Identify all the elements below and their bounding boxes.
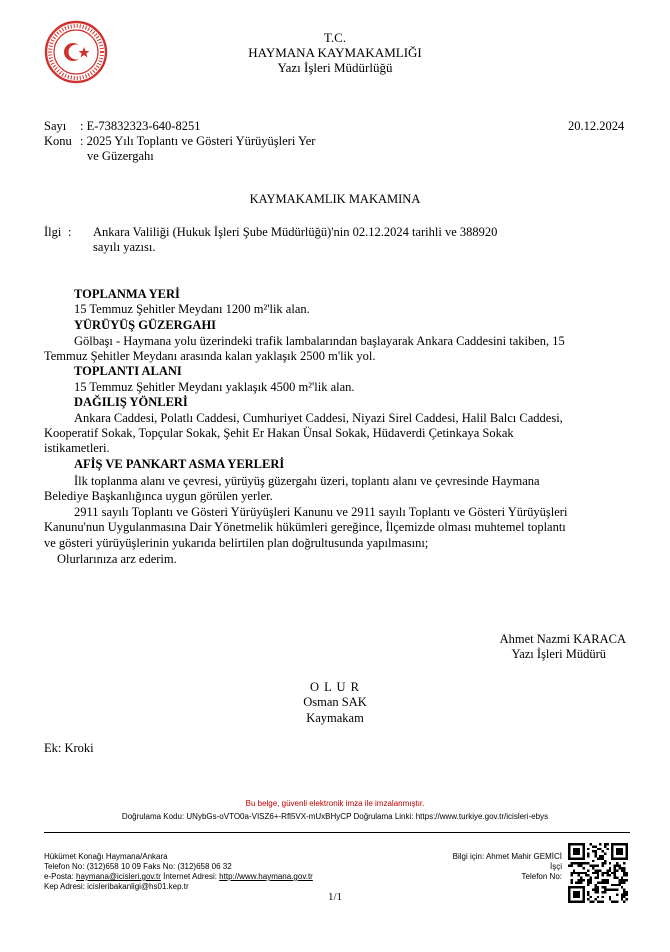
footer-address: Hükümet Konağı Haymana/Ankara <box>44 852 168 861</box>
section-title-afis: AFİŞ VE PANKART ASMA YERLERİ <box>74 457 285 471</box>
section-text-dagilis-3: istikametleri. <box>44 441 110 455</box>
footer-divider <box>44 832 630 833</box>
konu-value-line2: ve Güzergahı <box>87 149 154 163</box>
info-role: İşçi <box>550 862 562 871</box>
section-text-dagilis-1: Ankara Caddesi, Polatlı Caddesi, Cumhuriyet Caddesi, Niyazi Sirel Caddesi, Halil Balcı Caddesi, <box>74 411 563 425</box>
section-title-alan: TOPLANTI ALANI <box>74 364 182 378</box>
web-label: İnternet Adresi: <box>160 872 220 881</box>
approval-title: Kaymakam <box>306 711 364 725</box>
ilgi-text-line2: sayılı yazısı. <box>93 240 156 254</box>
section-title-toplanma: TOPLANMA YERİ <box>74 287 180 301</box>
header-department: Yazı İşleri Müdürlüğü <box>277 60 393 75</box>
kanun-text-2: Kanunu'nun Uygulanmasına Dair Yönetmelik hükümleri gereğince, İlçemizde olması muhtemel toplantı <box>44 520 566 534</box>
section-text-afis-1: İlk toplanma alanı ve çevresi, yürüyüş güzergahı üzeri, toplantı alanı ve çevresinde Haymana <box>74 474 540 488</box>
attachment-note: Ek: Kroki <box>44 741 94 755</box>
footer-email-web <box>44 872 313 882</box>
approval-olur: O L U R <box>310 680 360 694</box>
document-date: 20.12.2024 <box>568 119 625 133</box>
footer-phone: Telefon No: (312)658 10 09 Faks No: (312)658 06 32 <box>44 862 232 871</box>
esign-notice: Bu belge, güvenli elektronik imza ile imzalanmıştır. <box>245 799 425 808</box>
section-title-dagilis: DAĞILIŞ YÖNLERİ <box>74 395 188 409</box>
web-link[interactable]: http://www.haymana.gov.tr <box>219 872 313 881</box>
info-contact: Bilgi için: Ahmet Mahir GEMİCİ <box>452 852 562 861</box>
page-number: 1/1 <box>327 891 343 903</box>
email-link[interactable]: haymana@icisleri.gov.tr <box>76 872 161 881</box>
footer-kep: Kep Adresi: icisleribakanligi@hs01.kep.tr <box>44 882 189 891</box>
sayi-value: : E-73832323-640-8251 <box>80 119 201 133</box>
ilgi-label: İlgi <box>44 225 62 239</box>
signer-title: Yazı İşleri Müdürü <box>511 647 606 661</box>
konu-value-line1: : 2025 Yılı Toplantı ve Gösteri Yürüyüşleri Yer <box>80 134 316 148</box>
ilgi-text-line1: Ankara Valiliği (Hukuk İşleri Şube Müdürlüğü)'nin 02.12.2024 tarihli ve 388920 <box>93 225 498 239</box>
sayi-label: Sayı <box>44 119 67 133</box>
section-text-yuruyus-1: Gölbaşı - Haymana yolu üzerindeki trafik lambalarından başlayarak Ankara Caddesini takiben, 15 <box>74 334 565 348</box>
kanun-text-3: ve gösteri yürüyüşlerinin yukarıda belirtilen plan doğrultusunda yapılmasını; <box>44 536 429 550</box>
section-text-dagilis-2: Kooperatif Sokak, Topçular Sokak, Şehit Er Hakan Ünsal Sokak, Hüdaverdi Çetinkaya Sokak <box>44 426 514 440</box>
header-tc: T.C. <box>323 30 347 45</box>
verification-code: Doğrulama Kodu: UNybGs-oVTO0a-VISZ6+-Rfl5VX-mUxBHyCP Doğrulama Linki: https://www.turkiye.gov.tr/icisleri-ebys <box>121 812 549 821</box>
addressee: KAYMAKAMLIK MAKAMINA <box>249 192 421 206</box>
info-phone: Telefon No: <box>521 872 562 881</box>
ilgi-colon: : <box>68 225 72 239</box>
header-institution: HAYMANA KAYMAKAMLIĞI <box>248 45 422 60</box>
section-text-yuruyus-2: Temmuz Şehitler Meydanı arasında kalan yaklaşık 2500 m'lik yol. <box>44 349 376 363</box>
section-text-toplanma: 15 Temmuz Şehitler Meydanı 1200 m²'lik alan. <box>74 302 310 316</box>
signer-name: Ahmet Nazmi KARACA <box>499 632 626 646</box>
approval-name: Osman SAK <box>303 695 367 709</box>
konu-label: Konu <box>44 134 72 148</box>
closing-text: Olurlarınıza arz ederim. <box>57 552 177 566</box>
section-text-afis-2: Belediye Başkanlığınca uygun görülen yerler. <box>44 489 273 503</box>
section-text-alan: 15 Temmuz Şehitler Meydanı yaklaşık 4500 m²'lik alan. <box>74 380 355 394</box>
email-label: e-Posta: <box>44 872 77 881</box>
section-title-yuruyus: YÜRÜYÜŞ GÜZERGAHI <box>74 318 217 332</box>
kanun-text-1: 2911 sayılı Toplantı ve Gösteri Yürüyüşleri Kanunu ve 2911 sayılı Toplantı ve Gösteri Yürüyüşleri <box>74 505 568 519</box>
